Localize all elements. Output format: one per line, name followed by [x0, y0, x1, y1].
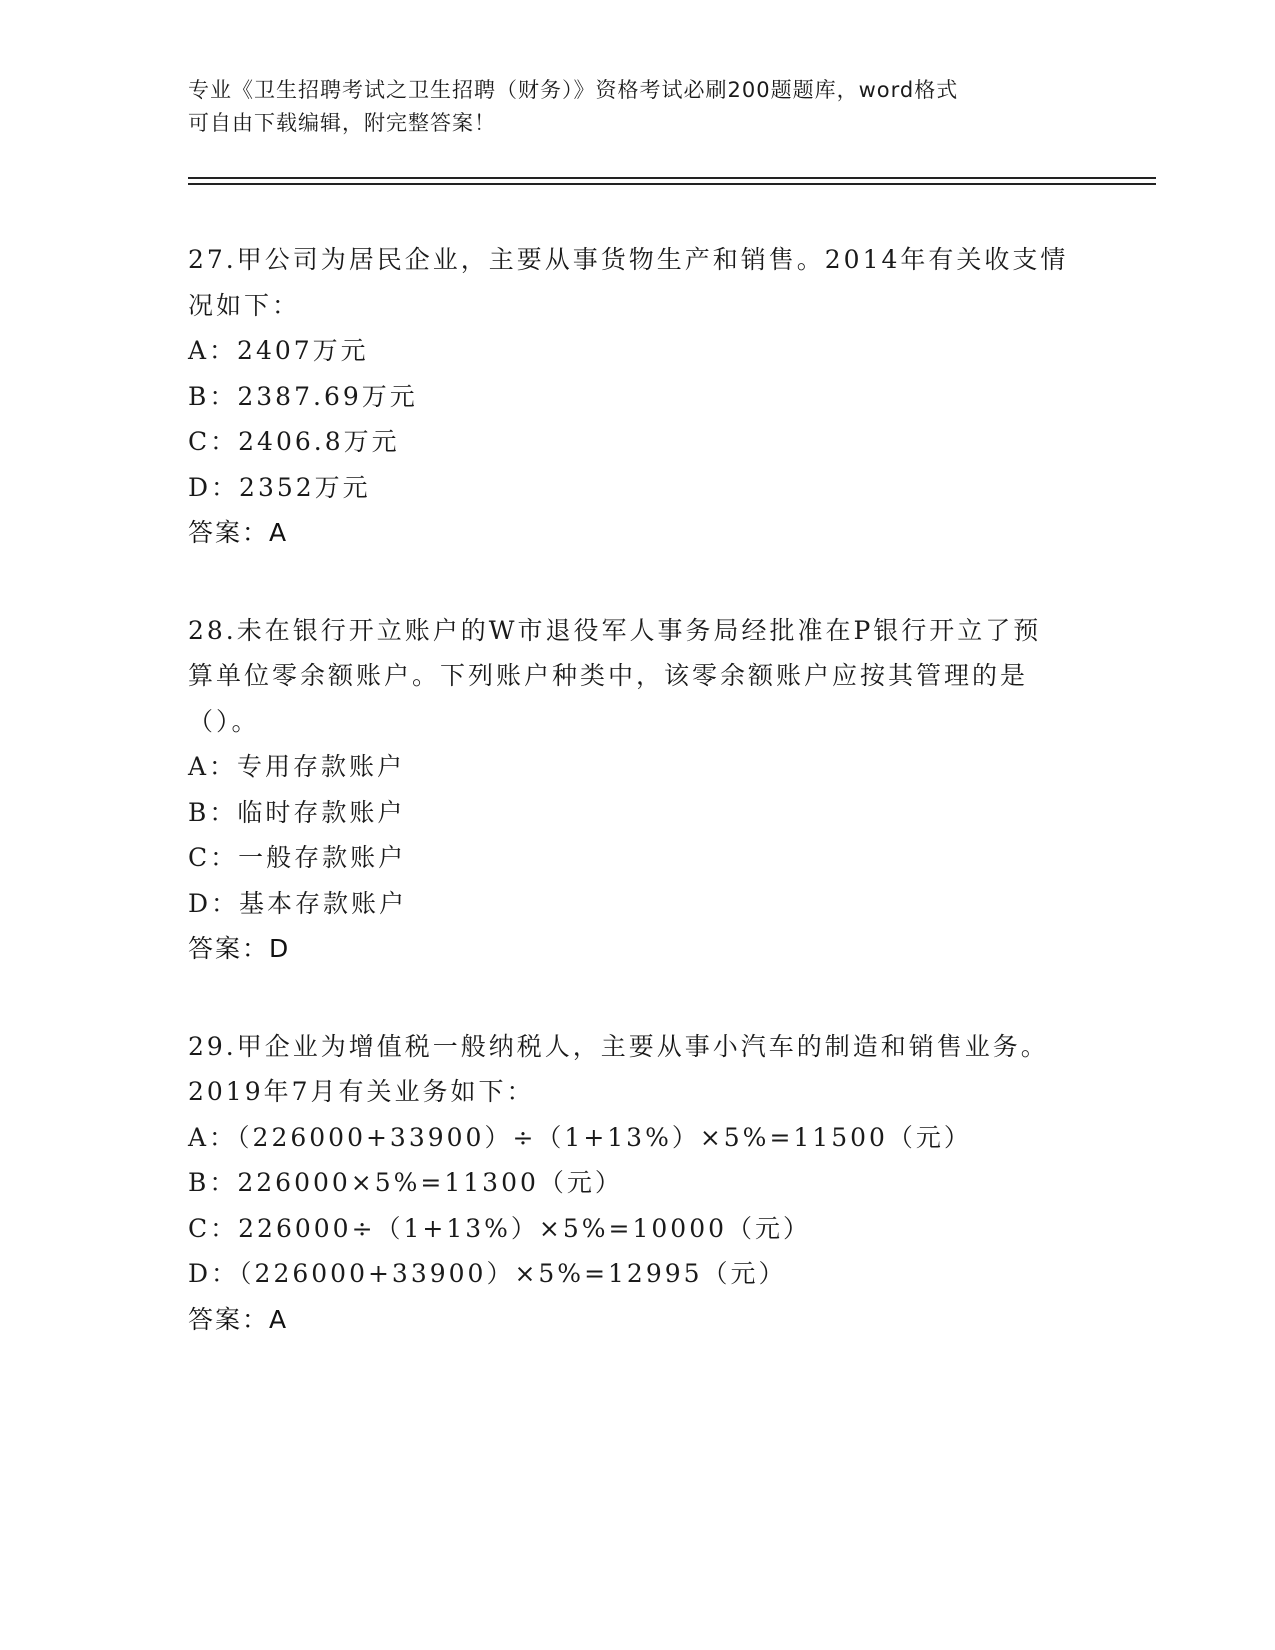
option-c: C：一般存款账户: [188, 843, 407, 872]
answer-label: 答案：A: [188, 518, 289, 547]
option-d: D：（226000+33900）×5%=12995（元）: [188, 1259, 787, 1288]
option-b: B：2387.69万元: [188, 381, 418, 411]
question-stem-line: 27.甲公司为居民企业，主要从事货物生产和销售。2014年有关收支情: [188, 245, 1069, 274]
question-stem-line: 29.甲企业为增值税一般纳税人，主要从事小汽车的制造和销售业务。: [188, 1031, 1049, 1061]
header-line-1: 专业《卫生招聘考试之卫生招聘（财务）》资格考试必刷200题题库，word格式: [188, 78, 959, 102]
option-b: B：226000×5%=11300（元）: [188, 1168, 623, 1197]
question-list: [188, 237, 1088, 1394]
question-28: [188, 608, 1088, 972]
answer-label: 答案：D: [188, 934, 291, 963]
answer-label: 答案：A: [188, 1304, 289, 1334]
option-c: C：226000÷（1+13%）×5%=10000（元）: [188, 1213, 812, 1243]
option-d: D：基本存款账户: [188, 888, 408, 918]
question-stem-line: 2019年7月有关业务如下：: [188, 1077, 535, 1106]
header-divider-bottom: [188, 183, 1156, 185]
question-27: [188, 237, 1088, 556]
option-c: C：2406.8万元: [188, 427, 400, 456]
question-stem-line: 算单位零余额账户。下列账户种类中，该零余额账户应按其管理的是: [188, 661, 1029, 690]
question-stem-line: （）。: [188, 706, 260, 736]
option-d: D：2352万元: [188, 472, 371, 502]
question-stem-line: 28.未在银行开立账户的W市退役军人事务局经批准在P银行开立了预: [188, 615, 1042, 645]
question-29: [188, 1024, 1088, 1343]
option-a: A：2407万元: [188, 336, 369, 365]
document-header: [188, 74, 1088, 140]
header-line-2: 可自由下载编辑，附完整答案！: [188, 111, 496, 135]
header-divider-top: [188, 177, 1156, 179]
option-a: A：专用存款账户: [188, 752, 406, 781]
option-a: A：（226000+33900）÷（1+13%）×5%=11500（元）: [188, 1122, 972, 1152]
question-stem-line: 况如下：: [188, 290, 301, 320]
option-b: B：临时存款账户: [188, 797, 406, 827]
